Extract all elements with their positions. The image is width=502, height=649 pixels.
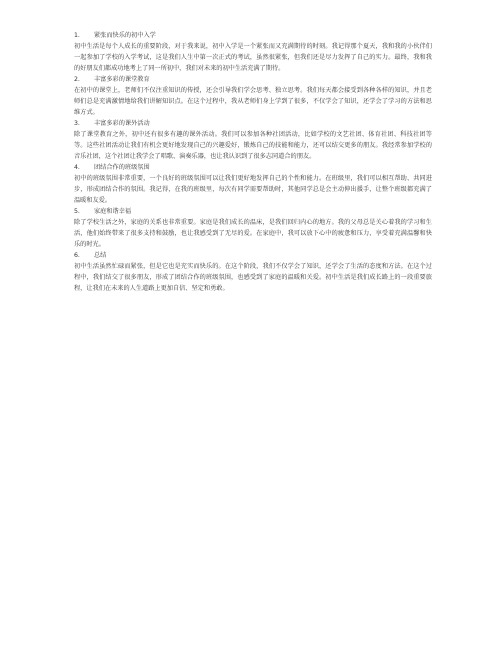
section-body: 初中生活虽然忙碌而紧张，但是它也是充实而快乐的。在这个阶段，我们不仅学会了知识，还学会了生活的态度和方法。在这个过程中，我们结交了很多朋友，形成了团结合作的班级氛围，也感受到了家庭的温暖和关爱。初中生活是我们成长路上的一段重要旅程，让我们在未来的人生道路上更加自信、坚定和勇敢。: [74, 263, 432, 292]
section-number: 2.: [74, 76, 80, 83]
section-body: 除了学校生活之外，家庭的关系也非常重要。家庭是我们成长的温床，是我们回归内心的地方。我的父母总是关心着我的学习和生活，他们始终带来了很多支持和鼓励，也让我感受到了无尽的爱。在家庭中，我可以放下心中的疲惫和压力，享受着充满温馨和快乐的时光。: [74, 219, 432, 248]
section-number: 6.: [74, 252, 80, 259]
section-5: [74, 206, 432, 250]
section-body: 在初中的课堂上，老师们不仅注重知识的传授，还会引导我们学会思考、独立思考。我们每天都会接受到各种各样的知识，并且老师们总是充满激情地给我们讲解知识点。在这个过程中，我从老师们身上学到了很多，不仅学会了知识，还学会了学习的方法和思维方式。: [74, 87, 432, 116]
section-body: 除了课堂教育之外，初中还有很多有趣的课外活动。我们可以参加各种社团活动，比如学校的文艺社团、体育社团、科技社团等等。这些社团活动让我们有机会更好地发现自己的兴趣爱好，锻炼自己的技能和能力，还可以结交更多的朋友。我经常参加学校的音乐社团，这个社团让我学会了唱歌、演奏乐器，也让我认识到了很多志同道合的朋友。: [74, 131, 432, 160]
section-number: 5.: [74, 208, 80, 215]
section-title: 丰富多彩的课外活动: [94, 120, 150, 127]
section-body: 初中生活是每个人成长的重要阶段，对于我来说，初中入学是一个紧张而又充满期待的时刻。我记得那个夏天，我和我的小伙伴们一起参加了学校的入学考试，这是我们人生中第一次正式的考试，虽然很紧张，但我们还是尽力发挥了自己的实力。最终，我和我的好朋友们都成功地考上了同一所初中，我们对未来的初中生活充满了期待。: [74, 43, 432, 72]
section-number: 1.: [74, 32, 80, 39]
section-number: 4.: [74, 164, 80, 171]
section-title: 丰富多彩的课堂教育: [94, 76, 150, 83]
section-heading: [74, 250, 432, 261]
section-number: 3.: [74, 120, 80, 127]
section-body: 初中的班级氛围非常重要，一个良好的班级氛围可以让我们更好地发挥自己的个性和能力。在班级里，我们可以相互帮助、共同进步，形成团结合作的氛围。我记得，在我的班级里，每次有同学需要帮助时，其他同学总是会主动伸出援手，让整个班级都充满了温暖和友爱。: [74, 175, 432, 204]
section-6: [74, 250, 432, 294]
section-1: [74, 30, 432, 74]
section-heading: [74, 206, 432, 217]
document-page: [74, 30, 432, 294]
section-heading: [74, 118, 432, 129]
section-2: [74, 74, 432, 118]
section-title: 紧张而快乐的初中入学: [94, 32, 156, 39]
section-4: [74, 162, 432, 206]
section-heading: [74, 74, 432, 85]
section-3: [74, 118, 432, 162]
section-title: 家庭和谐幸福: [94, 208, 132, 215]
section-heading: [74, 162, 432, 173]
section-heading: [74, 30, 432, 41]
section-title: 总结: [94, 252, 107, 259]
section-title: 团结合作的班级氛围: [94, 164, 150, 171]
